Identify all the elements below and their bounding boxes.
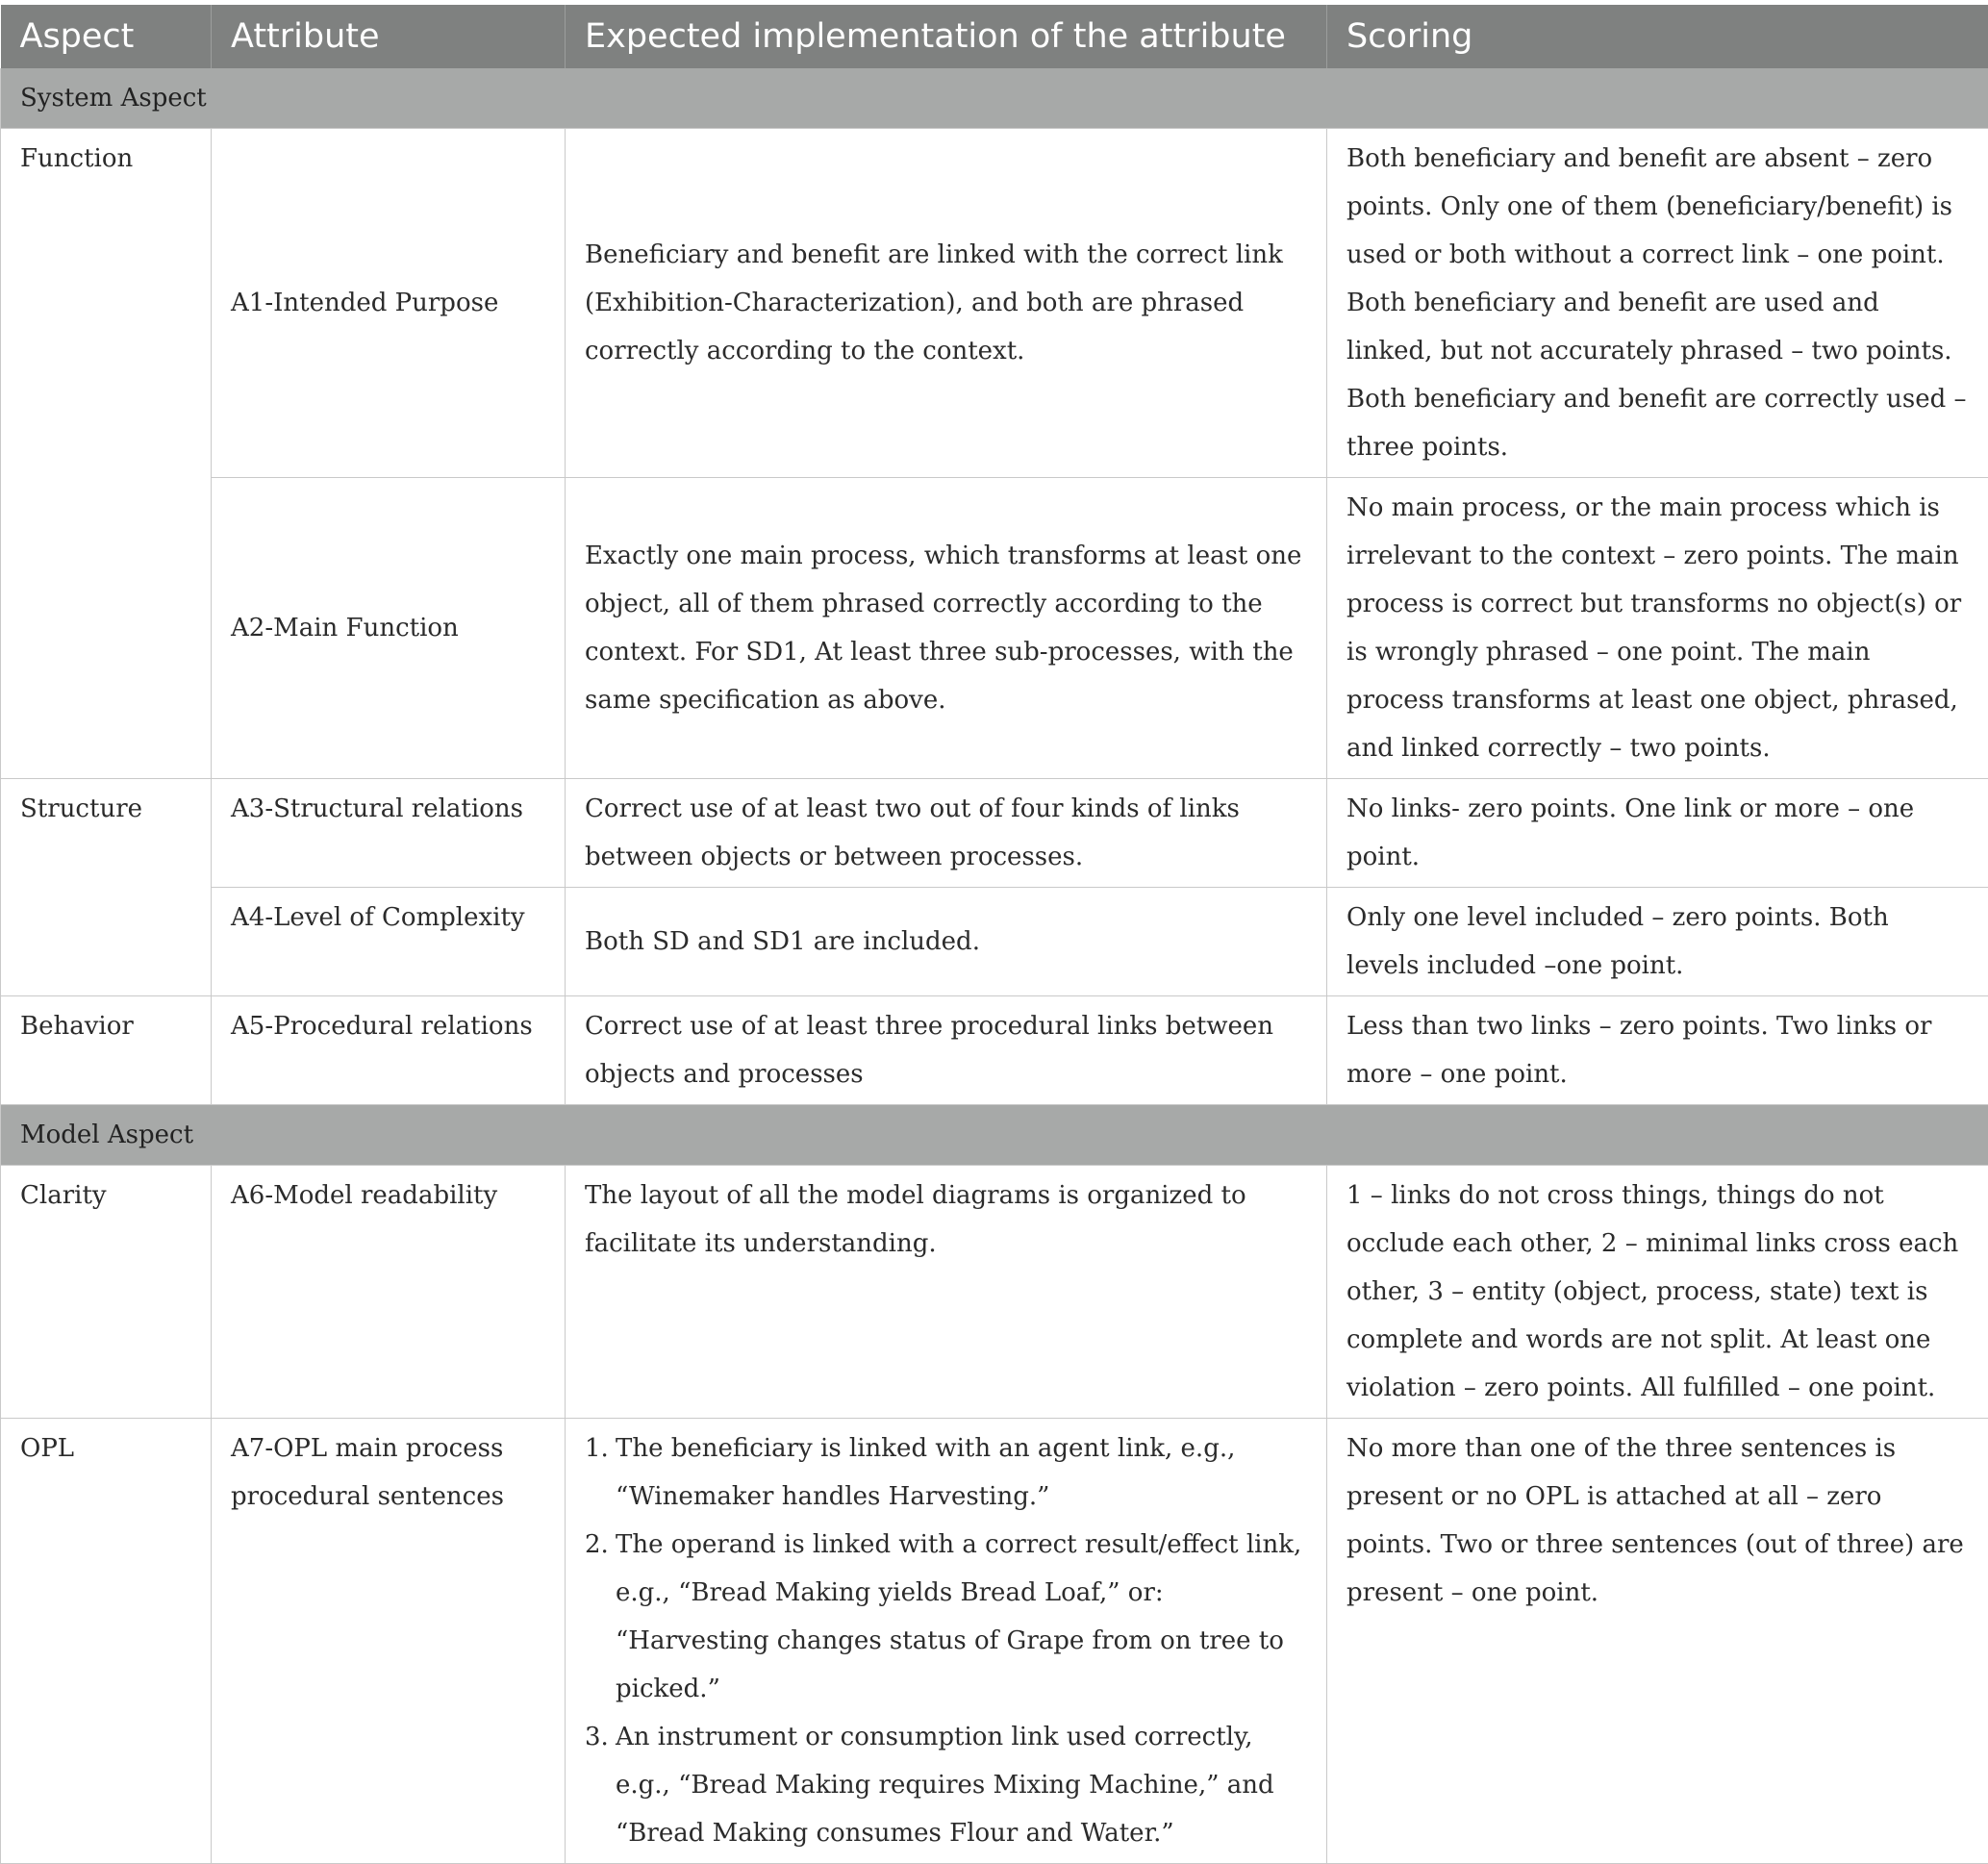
- attribute-cell: A6-Model readability: [212, 1166, 566, 1419]
- attribute-cell: A3-Structural relations: [212, 779, 566, 888]
- scoring-cell: No more than one of the three sentences is present or no OPL is attached at all – zero points. Two or three sentences (out of three) are present – one point.: [1327, 1419, 1988, 1864]
- list-item-text: An instrument or consumption link used correctly, e.g., “Bread Making requires Mixing Machine,” and “Bread Making consumes Flour and Water.”: [616, 1723, 1274, 1848]
- table-row: [1, 779, 1988, 888]
- attribute-cell: A7-OPL main process procedural sentences: [212, 1419, 566, 1864]
- list-number: 3.: [585, 1713, 609, 1761]
- attribute-cell: A1-Intended Purpose: [212, 129, 566, 478]
- aspect-cell: OPL: [1, 1419, 212, 1864]
- expected-cell: Both SD and SD1 are included.: [566, 888, 1327, 996]
- list-item: [616, 1713, 1307, 1857]
- table-body: [1, 68, 1988, 1864]
- aspect-cell: Function: [1, 129, 212, 779]
- header-aspect: Aspect: [1, 5, 212, 68]
- list-number: 1.: [585, 1424, 609, 1473]
- aspect-cell: Behavior: [1, 996, 212, 1105]
- attribute-cell: A5-Procedural relations: [212, 996, 566, 1105]
- scoring-cell: Both beneficiary and benefit are absent – zero points. Only one of them (beneficiary/benefit) is used or both without a correct link – one point. Both beneficiary and benefit are used and linked, but not accurately phrased – two points. Both beneficiary and benefit are correctly used – three points.: [1327, 129, 1988, 478]
- section-row-system-aspect: [1, 68, 1988, 129]
- scoring-cell: Less than two links – zero points. Two links or more – one point.: [1327, 996, 1988, 1105]
- table-header: [1, 5, 1988, 68]
- attribute-cell: A2-Main Function: [212, 478, 566, 779]
- expected-cell: Beneficiary and benefit are linked with the correct link (Exhibition-Characterization), and both are phrased correctly according to the context.: [566, 129, 1327, 478]
- header-row: [1, 5, 1988, 68]
- list-number: 2.: [585, 1521, 609, 1569]
- table-row: [1, 1419, 1988, 1864]
- scoring-cell: 1 – links do not cross things, things do not occlude each other, 2 – minimal links cross each other, 3 – entity (object, process, state) text is complete and words are not split. At least one violation – zero points. All fulfilled – one point.: [1327, 1166, 1988, 1419]
- table-row: [1, 129, 1988, 478]
- expected-cell: Correct use of at least three procedural links between objects and processes: [566, 996, 1327, 1105]
- list-item: [616, 1424, 1307, 1521]
- table-row: [1, 888, 1988, 996]
- table-row: [1, 1166, 1988, 1419]
- section-label: Model Aspect: [1, 1105, 1988, 1166]
- header-scoring: Scoring: [1327, 5, 1988, 68]
- expected-cell: The layout of all the model diagrams is organized to facilitate its understanding.: [566, 1166, 1327, 1419]
- list-item-text: The beneficiary is linked with an agent link, e.g., “Winemaker handles Harvesting.”: [616, 1434, 1235, 1511]
- header-expected-implementation: Expected implementation of the attribute: [566, 5, 1327, 68]
- numbered-list: [585, 1424, 1307, 1857]
- rubric-table: [0, 5, 1988, 1864]
- scoring-cell: No main process, or the main process which is irrelevant to the context – zero points. The main process is correct but transforms no object(s) or is wrongly phrased – one point. The main process transforms at least one object, phrased, and linked correctly – two points.: [1327, 478, 1988, 779]
- attribute-cell: A4-Level of Complexity: [212, 888, 566, 996]
- scoring-cell: Only one level included – zero points. Both levels included –one point.: [1327, 888, 1988, 996]
- aspect-cell: Clarity: [1, 1166, 212, 1419]
- expected-cell: Exactly one main process, which transforms at least one object, all of them phrased correctly according to the context. For SD1, At least three sub-processes, with the same specification as above.: [566, 478, 1327, 779]
- list-item: [616, 1521, 1307, 1713]
- expected-cell: Correct use of at least two out of four kinds of links between objects or between processes.: [566, 779, 1327, 888]
- aspect-cell: Structure: [1, 779, 212, 996]
- scoring-cell: No links- zero points. One link or more – one point.: [1327, 779, 1988, 888]
- table-row: [1, 996, 1988, 1105]
- section-row-model-aspect: [1, 1105, 1988, 1166]
- table-row: [1, 478, 1988, 779]
- header-attribute: Attribute: [212, 5, 566, 68]
- list-item-text: The operand is linked with a correct result/effect link, e.g., “Bread Making yields Bread Loaf,” or: “Harvesting changes status of Grape from on tree to picked.”: [616, 1530, 1301, 1703]
- section-label: System Aspect: [1, 68, 1988, 129]
- expected-cell: [566, 1419, 1327, 1864]
